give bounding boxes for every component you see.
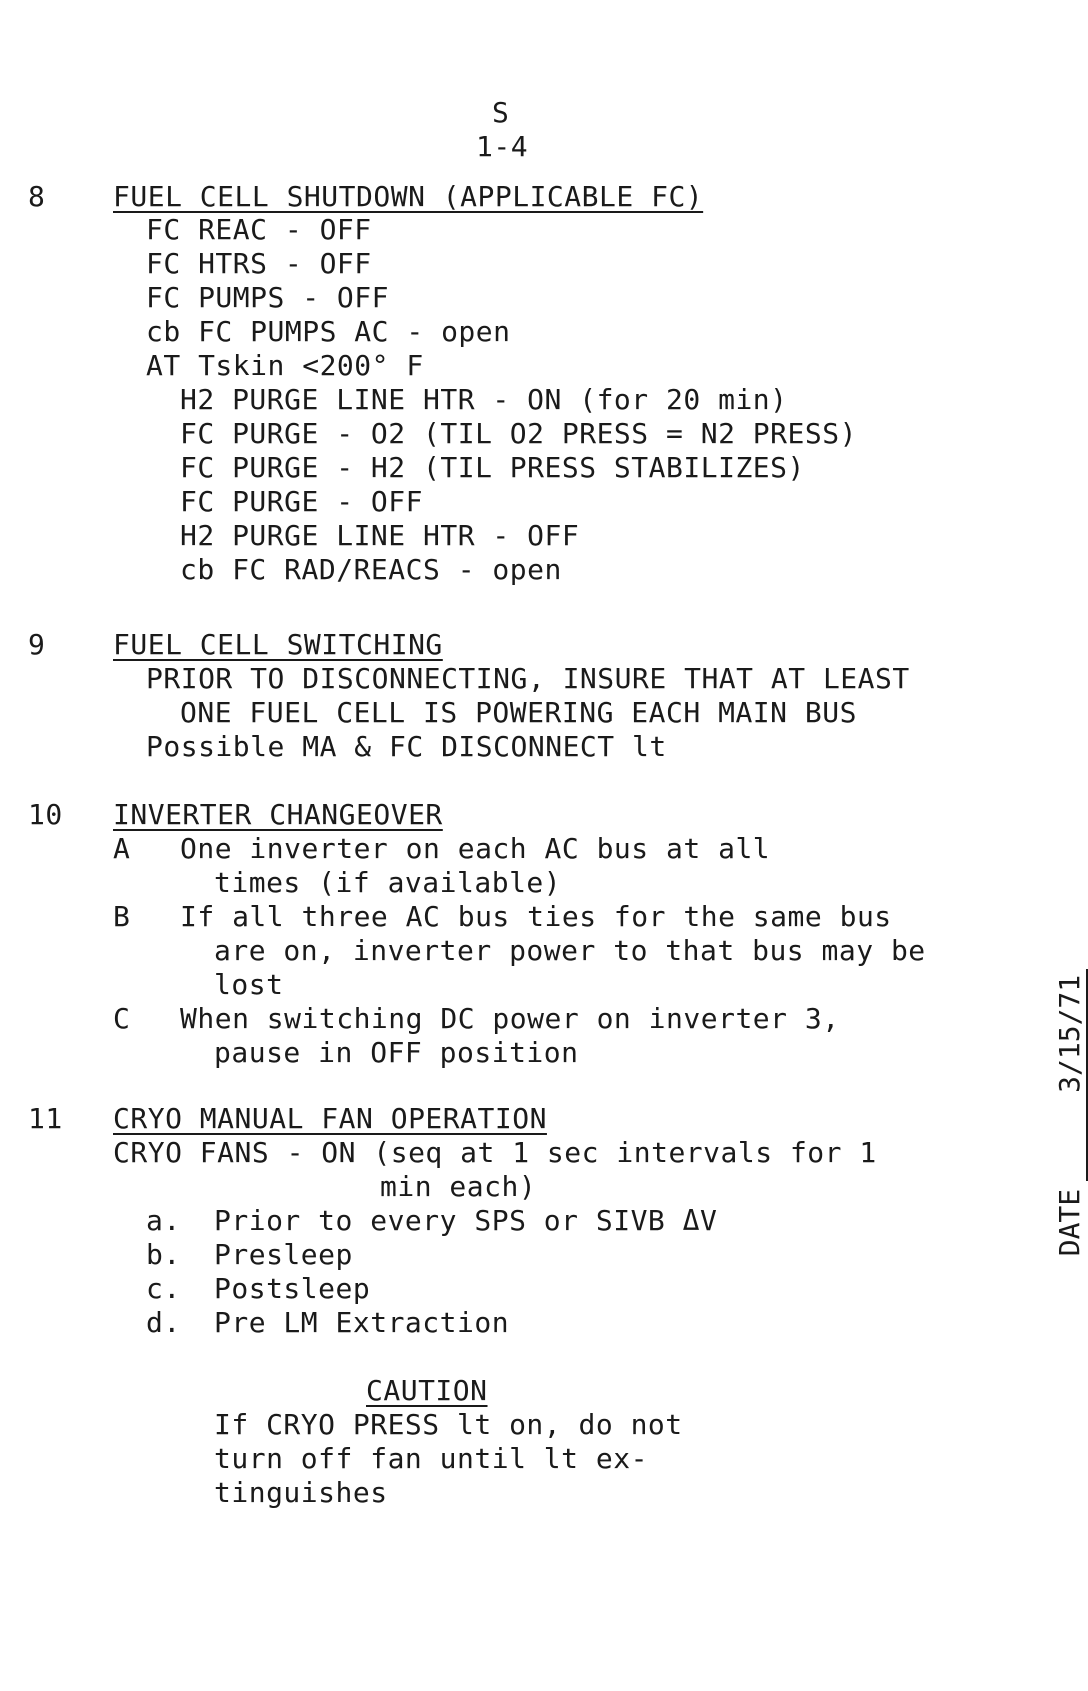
step-8-number: 8: [28, 180, 46, 213]
step-10-title: INVERTER CHANGEOVER: [113, 798, 443, 831]
item-letter: A: [113, 832, 131, 865]
item-line: If all three AC bus ties for the same bus: [180, 900, 892, 933]
step-8-subline: H2 PURGE LINE HTR - OFF: [180, 519, 580, 552]
step-8-subline: cb FC RAD/REACS - open: [180, 553, 562, 586]
section-letter: S: [492, 96, 510, 129]
step-8-subline: H2 PURGE LINE HTR - ON (for 20 min): [180, 383, 788, 416]
item-letter: B: [113, 900, 131, 933]
step-11-number: 11: [28, 1102, 63, 1135]
list-item: Presleep: [214, 1238, 353, 1271]
step-9-line: ONE FUEL CELL IS POWERING EACH MAIN BUS: [180, 696, 857, 729]
item-line: One inverter on each AC bus at all: [180, 832, 771, 865]
step-8-line: cb FC PUMPS AC - open: [146, 315, 511, 348]
list-marker: c.: [146, 1272, 181, 1305]
caution-line: If CRYO PRESS lt on, do not: [214, 1408, 683, 1441]
item-line: times (if available): [214, 866, 562, 899]
step-8-subline: FC PURGE - OFF: [180, 485, 424, 518]
step-8-line: AT Tskin <200° F: [146, 349, 424, 382]
step-8-line: FC PUMPS - OFF: [146, 281, 390, 314]
step-8-line: FC HTRS - OFF: [146, 247, 372, 280]
step-9-line: Possible MA & FC DISCONNECT lt: [146, 730, 667, 763]
item-line: pause in OFF position: [214, 1036, 579, 1069]
step-9-title: FUEL CELL SWITCHING: [113, 628, 443, 661]
step-8-title: FUEL CELL SHUTDOWN (APPLICABLE FC): [113, 180, 704, 213]
list-item: Postsleep: [214, 1272, 371, 1305]
list-marker: b.: [146, 1238, 181, 1271]
caution-title: CAUTION: [366, 1374, 488, 1407]
step-8-subline: FC PURGE - H2 (TIL PRESS STABILIZES): [180, 451, 805, 484]
list-marker: a.: [146, 1204, 181, 1237]
step-11-line: min each): [380, 1170, 537, 1203]
caution-line: turn off fan until lt ex-: [214, 1442, 648, 1475]
step-10-number: 10: [28, 798, 63, 831]
step-9-number: 9: [28, 628, 46, 661]
step-8-subline: FC PURGE - O2 (TIL O2 PRESS = N2 PRESS): [180, 417, 857, 450]
item-line: When switching DC power on inverter 3,: [180, 1002, 840, 1035]
date-stamp: [1020, 969, 1088, 1290]
page-number: 1-4: [476, 130, 529, 163]
date-label: DATE: [1053, 1188, 1086, 1257]
item-line: are on, inverter power to that bus may be: [214, 934, 926, 967]
step-9-line: PRIOR TO DISCONNECTING, INSURE THAT AT LEAST: [146, 662, 910, 695]
step-8-line: FC REAC - OFF: [146, 213, 372, 246]
step-11-line: CRYO FANS - ON (seq at 1 sec intervals for 1: [113, 1136, 877, 1169]
item-letter: C: [113, 1002, 131, 1035]
date-value: 3/15/71: [1053, 969, 1088, 1181]
list-item: Pre LM Extraction: [214, 1306, 510, 1339]
item-line: lost: [214, 968, 284, 1001]
step-11-title: CRYO MANUAL FAN OPERATION: [113, 1102, 547, 1135]
list-marker: d.: [146, 1306, 181, 1339]
list-item: Prior to every SPS or SIVB ΔV: [214, 1204, 718, 1237]
caution-line: tinguishes: [214, 1476, 388, 1509]
